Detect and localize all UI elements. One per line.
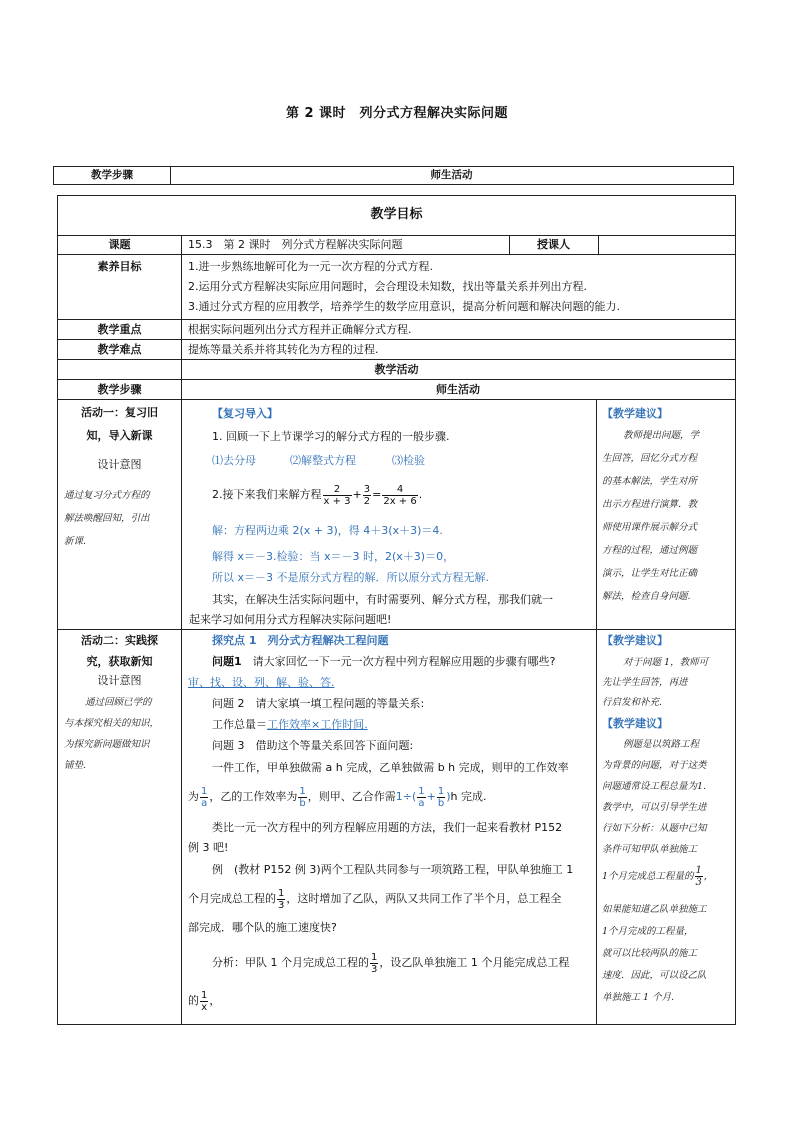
suggest-line: 方程的过程，通过例题: [602, 545, 698, 556]
page-title: 第 2 课时 列分式方程解决实际问题: [285, 106, 509, 121]
activity2-intent: 铺垫.: [64, 760, 87, 771]
question-1: 问题1 请大家回忆一下一元一次方程中列方程解应用题的步骤有哪些?: [212, 655, 556, 668]
suggest-line: 的基本解法，学生对所: [602, 476, 698, 487]
suggest-line: 就可以比较两队的施工: [602, 948, 698, 959]
suggest-line: 1个月完成总工程量的 $\frac{1}{3}$ ,: [602, 865, 707, 888]
fraction: $\frac{1}{b}$: [437, 785, 445, 809]
teacher-label: 授课人: [537, 238, 570, 251]
section-goals-title: 教学目标: [370, 207, 423, 222]
question-3-line: 一件工作，甲单独做需 a h 完成，乙单独做需 b h 完成，则甲的工作效率: [212, 761, 569, 774]
literacy-item: 2.运用分式方程解决实际应用问题时，会合理设未知数，找出等量关系并列出方程.: [188, 280, 587, 293]
fraction: $\frac{1}{a}$: [201, 785, 208, 809]
activity2-title: 究，获取新知: [86, 655, 153, 668]
fraction: $\frac{4}{2x + 6}$: [383, 483, 417, 507]
suggest-line: 为背景的问题，对于这类: [602, 760, 707, 771]
example-line: 例 (教材 P152 例 3)两个工程队共同参与一项筑路工程，甲队单独施工 1: [212, 863, 574, 876]
solution-line: 解：方程两边乘 2(x + 3)，得 4＋3(x＋3)＝4.: [212, 524, 443, 537]
suggest-line: 条件可知甲队单独施工: [602, 844, 698, 855]
fraction: $\frac{1}{x}$: [201, 989, 208, 1013]
transition-line: 其实，在解决生活实际问题中，有时需要列、解分式方程，那我们就一: [212, 593, 553, 606]
activity2-design-label: 设计意图: [97, 674, 142, 687]
difficulty-value: 提炼等量关系并将其转化为方程的过程.: [188, 343, 379, 356]
suggest-line: 教师提出问题，学: [623, 430, 700, 441]
difficulty-label: 教学难点: [97, 343, 142, 356]
fraction: $\frac{1}{b}$: [299, 785, 306, 809]
question-1-answer: 审、找、设、列、解、验、答.: [188, 676, 335, 689]
suggest-line: 如果能知道乙队单独施工: [602, 904, 707, 915]
review-question-1: 1. 回顾一下上节课学习的解分式方程的一般步骤.: [212, 430, 450, 443]
example-line: 部完成．哪个队的施工速度快?: [188, 921, 337, 934]
literacy-item: 1.进一步熟练地解可化为一元一次方程的分式方程.: [188, 260, 433, 273]
transition-line: 起来学习如何用分式方程解决实际问题吧!: [189, 613, 392, 626]
suggest-line: 速度．因此，可以设乙队: [602, 970, 707, 981]
suggest-line: 生回答，回忆分式方程: [602, 453, 698, 464]
fraction: $\frac{1}{a}$: [418, 785, 425, 809]
step-item: ⑶检验: [392, 454, 425, 467]
analysis-line: 的 $\frac{1}{x}$ ，: [188, 989, 221, 1013]
question-2-prefix: 2.接下来我们来解方程: [212, 488, 322, 501]
literacy-item: 3.通过分式方程的应用教学，培养学生的数学应用意识，提高分析问题和解决问题的能力.: [188, 300, 620, 313]
fraction: $\frac{1}{3}$: [371, 951, 378, 975]
example-line: 个月完成总工程的 $\frac{1}{3}$ ，这时增加了乙队，两队又共同工作了半个月，总工程全: [188, 887, 562, 911]
activity2-title: 活动二：实践探: [81, 634, 158, 647]
suggest-tag: 【教学建议】: [602, 407, 668, 420]
activity1-intent: 通过复习分式方程的: [64, 490, 150, 501]
topic-label: 课题: [108, 238, 131, 251]
activity1-design-label: 设计意图: [97, 458, 142, 471]
activity1-title: 知，导入新课: [86, 429, 153, 442]
question-3: 问题 3 借助这个等量关系回答下面问题:: [212, 739, 414, 752]
suggest-line: 单独施工 1 个月.: [602, 992, 675, 1003]
fraction: $\frac{3}{2}$: [363, 483, 371, 507]
fraction: $\frac{2}{x + 3}$: [323, 483, 351, 507]
question-3-line: 为 $\frac{1}{a}$ ，乙的工作效率为 $\frac{1}{b}$ ，则甲、乙合作需1÷( $\frac{1}{a}$ + $\frac{1}{b}$ )h 完成.: [188, 785, 487, 809]
explore-point-tag: 探究点 1 列分式方程解决工程问题: [212, 634, 389, 647]
suggest-line: 1个月完成的工程量，: [602, 926, 694, 937]
suggest-line: 解法，检查自身问题.: [602, 591, 691, 602]
review-question-2: 2.接下来我们来解方程 $\frac{2}{x + 3}$ + $\frac{3}{2}$ = $\frac{4}{2x + 6}$ .: [212, 483, 423, 507]
suggest-line: 例题是以筑路工程: [623, 739, 700, 750]
suggest-tag: 【教学建议】: [602, 717, 668, 730]
top-header-activities: 师生活动: [430, 169, 473, 181]
suggest-line: 行如下分析：从题中已知: [602, 823, 707, 834]
step-item: ⑵解整式方程: [290, 454, 356, 467]
top-header-row: [53, 166, 734, 185]
suggest-line: 问题通常设工程总量为1.: [602, 781, 707, 792]
analogy-line: 类比一元一次方程中的列方程解应用题的方法，我们一起来看教材 P152: [212, 821, 563, 834]
combined-rate: 1÷( $\frac{1}{a}$ + $\frac{1}{b}$ ): [395, 785, 451, 809]
suggest-line: 出示方程进行演算．教: [602, 499, 698, 510]
suggest-line: 先让学生回答，再进: [602, 677, 688, 688]
suggest-line: 演示，让学生对比正确: [602, 568, 698, 579]
suggest-line: 教学中，可以引导学生进: [602, 802, 707, 813]
top-header-steps: 教学步骤: [54, 167, 171, 184]
suggest-tag: 【教学建议】: [602, 634, 668, 647]
key-label: 教学重点: [97, 323, 142, 336]
suggest-line: 对于问题 1，教师可: [623, 657, 709, 668]
suggest-line: 师使用课件展示解分式: [602, 522, 698, 533]
activity2-intent: 与本探究相关的知识，: [64, 718, 160, 729]
question-2-fill: 工作总量＝工作效率×工作时间.: [212, 718, 368, 731]
section-activity-title: 教学活动: [374, 363, 419, 376]
activity2-intent: 为探究新问题做知识: [64, 739, 150, 750]
fraction: $\frac{1}{3}$: [278, 887, 285, 911]
solution-line: 所以 x＝－3 不是原分式方程的解．所以原分式方程无解.: [212, 571, 489, 584]
literacy-label: 素养目标: [97, 260, 142, 273]
analogy-line: 例 3 吧!: [188, 841, 229, 854]
question-2: 问题 2 请大家填一填工程问题的等量关系:: [212, 697, 425, 710]
activity2-intent: 通过回顾已学的: [85, 697, 152, 708]
activity1-intent: 新课.: [64, 536, 87, 547]
solution-line: 解得 x＝－3.检验：当 x＝－3 时，2(x＋3)＝0，: [212, 550, 455, 563]
activity1-title: 活动一：复习旧: [81, 406, 158, 419]
key-value: 根据实际问题列出分式方程并正确解分式方程.: [188, 323, 412, 336]
suggest-line: 行启发和补充.: [602, 697, 663, 708]
review-tag: 【复习导入】: [212, 407, 278, 420]
act-header-activities: 师生活动: [436, 383, 480, 396]
fraction: $\frac{1}{3}$: [695, 865, 702, 888]
analysis-line: 分析：甲队 1 个月完成总工程的 $\frac{1}{3}$ ，设乙队单独施工 1 个月能完成总工程: [212, 951, 570, 975]
activity1-intent: 解法唤醒回知，引出: [64, 513, 150, 524]
act-header-steps: 教学步骤: [97, 383, 142, 396]
step-item: ⑴去分母: [212, 454, 256, 467]
lesson-table: [57, 195, 736, 1025]
topic-value: 15.3 第 2 课时 列分式方程解决实际问题: [188, 238, 403, 251]
